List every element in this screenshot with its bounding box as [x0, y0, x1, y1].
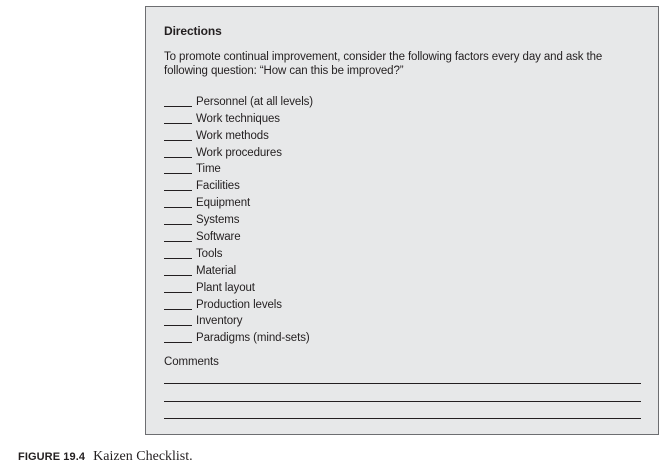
- check-blank: [164, 291, 192, 293]
- comment-line: [164, 418, 641, 419]
- check-blank: [164, 122, 192, 124]
- checklist-item-facilities: [164, 176, 313, 193]
- check-blank: [164, 240, 192, 242]
- comments-label: Comments: [164, 356, 219, 368]
- checklist-item-production-levels: [164, 295, 313, 312]
- check-blank: [164, 156, 192, 158]
- check-blank: [164, 324, 192, 326]
- checklist-item-label: Tools: [196, 247, 223, 260]
- check-blank: [164, 172, 192, 174]
- checklist-item-plant-layout: [164, 278, 313, 295]
- check-blank: [164, 341, 192, 343]
- checklist-item-label: Personnel (at all levels): [196, 95, 314, 108]
- checklist-item-work-techniques: [164, 109, 313, 126]
- checklist-item-software: [164, 227, 313, 244]
- directions-panel: [145, 6, 659, 435]
- checklist-item-equipment: [164, 193, 313, 210]
- check-blank: [164, 139, 192, 141]
- checklist-item-work-methods: [164, 126, 313, 143]
- checklist-item-label: Material: [196, 264, 237, 277]
- checklist-item-label: Systems: [196, 214, 240, 227]
- checklist-item-systems: [164, 210, 313, 227]
- checklist-item-label: Work techniques: [196, 112, 280, 125]
- checklist-item-label: Work methods: [196, 129, 269, 142]
- comment-line: [164, 383, 641, 384]
- check-blank: [164, 105, 192, 107]
- checklist-item-label: Inventory: [196, 315, 243, 328]
- comment-line: [164, 401, 641, 402]
- check-blank: [164, 257, 192, 259]
- check-blank: [164, 189, 192, 191]
- checklist-item-label: Software: [196, 231, 241, 244]
- checklist-item-time: [164, 160, 313, 177]
- check-blank: [164, 206, 192, 208]
- checklist-item-label: Facilities: [196, 180, 240, 193]
- checklist-item-label: Time: [196, 163, 221, 176]
- checklist-item-tools: [164, 244, 313, 261]
- check-blank: [164, 274, 192, 276]
- checklist-item-label: Work procedures: [196, 146, 282, 159]
- checklist-item-label: Equipment: [196, 197, 251, 210]
- checklist-item-label: Production levels: [196, 298, 282, 311]
- checklist-item-work-procedures: [164, 143, 313, 160]
- directions-intro: To promote continual improvement, consider the following factors every day and ask the following question: “How can this be improved?”: [164, 51, 603, 77]
- figure-title: Kaizen Checklist.: [93, 449, 193, 464]
- directions-heading: Directions: [164, 24, 222, 38]
- figure-number: FIGURE 19.4: [18, 451, 86, 463]
- checklist-item-label: Plant layout: [196, 281, 255, 294]
- figure-caption: [18, 449, 193, 465]
- check-blank: [164, 223, 192, 225]
- checklist-item-paradigms: [164, 328, 313, 345]
- check-blank: [164, 308, 192, 310]
- checklist-item-label: Paradigms (mind-sets): [196, 332, 310, 345]
- checklist-item-inventory: [164, 312, 313, 329]
- factor-checklist: [164, 92, 313, 345]
- checklist-item-personnel: [164, 92, 313, 109]
- checklist-item-material: [164, 261, 313, 278]
